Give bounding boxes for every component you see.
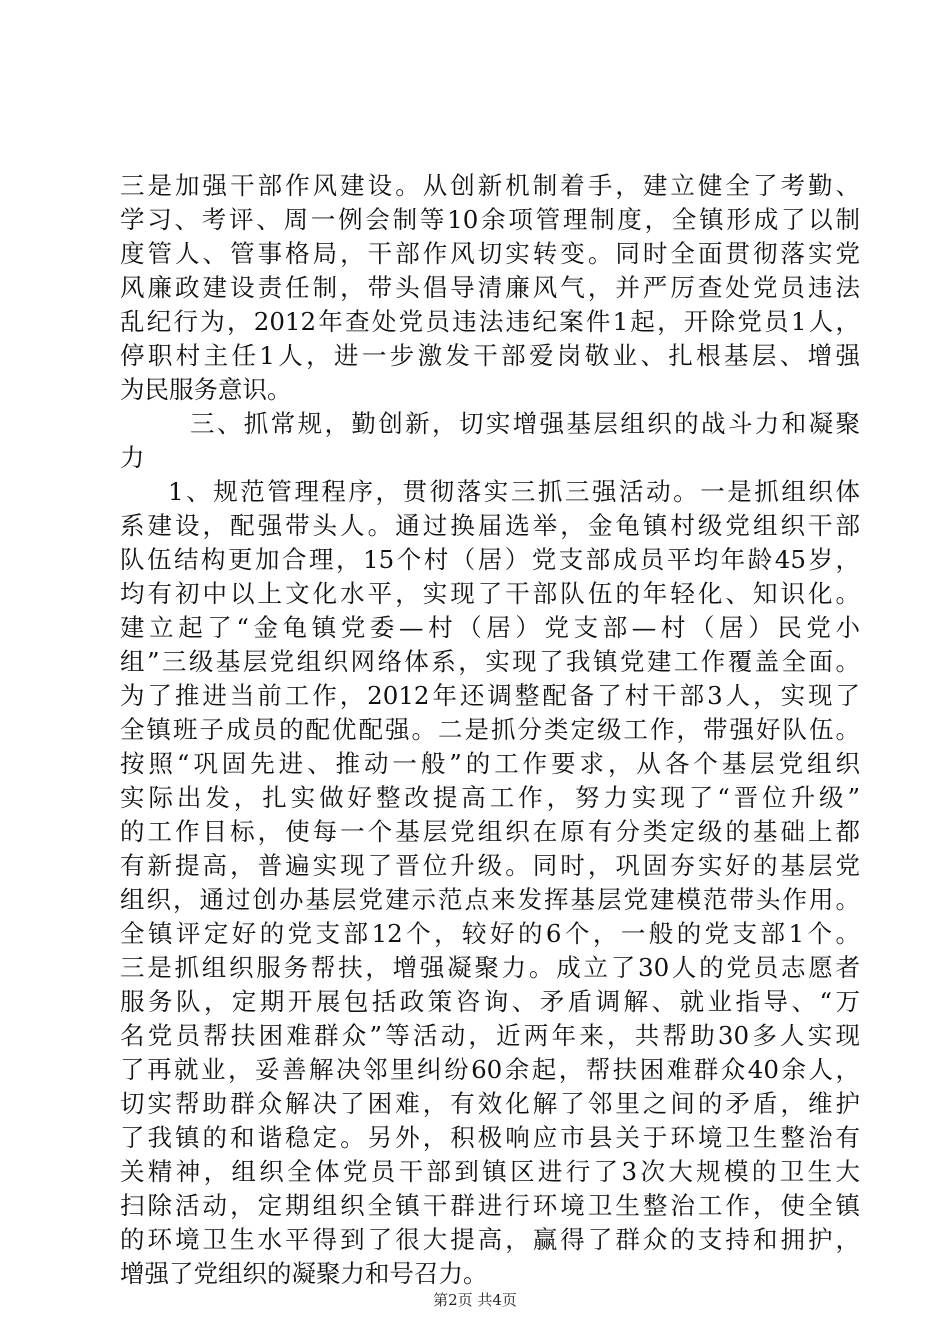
- section-heading-continuation: 力: [120, 443, 145, 472]
- text-line: 关精神，组织全体党员干部到镇区进行了3次大规模的卫生大: [120, 1157, 860, 1186]
- text-line: 三是抓组织服务帮扶，增强凝聚力。成立了30人的党员志愿者: [120, 953, 860, 982]
- text-line: 三是加强干部作风建设。从创新机制着手，建立健全了考勤、: [120, 171, 860, 200]
- text-line: 切实帮助群众解决了困难，有效化解了邻里之间的矛盾，维护: [120, 1089, 860, 1118]
- text-line: 度管人、管事格局，干部作风切实转变。同时全面贯彻落实党: [120, 239, 860, 268]
- text-line: 的工作目标，使每一个基层党组织在原有分类定级的基础上都: [120, 817, 860, 846]
- text-line: 为民服务意识。: [120, 375, 292, 404]
- section-heading: 三、抓常规，勤创新，切实增强基层组织的战斗力和凝聚: [190, 409, 860, 438]
- text-line: 停职村主任1人，进一步激发干部爱岗敬业、扎根基层、增强: [120, 341, 860, 370]
- text-line: 有新提高，普遍实现了晋位升级。同时，巩固夯实好的基层党: [120, 851, 860, 880]
- text-line: 实际出发，扎实做好整改提高工作，努力实现了“晋位升级”: [120, 783, 860, 812]
- text-line: 按照“巩固先进、推动一般”的工作要求，从各个基层党组织: [120, 749, 860, 778]
- text-line: 全镇班子成员的配优配强。二是抓分类定级工作，带强好队伍。: [120, 715, 860, 744]
- text-line: 全镇评定好的党支部12个，较好的6个，一般的党支部1个。: [120, 919, 860, 948]
- text-line: 风廉政建设责任制，带头倡导清廉风气，并严厉查处党员违法: [120, 273, 860, 302]
- text-line: 名党员帮扶困难群众”等活动，近两年来，共帮助30多人实现: [120, 1021, 860, 1050]
- text-line: 均有初中以上文化水平，实现了干部队伍的年轻化、知识化。: [120, 579, 860, 608]
- text-line: 系建设，配强带头人。通过换届选举，金龟镇村级党组织干部: [120, 511, 860, 540]
- text-line: 了再就业，妥善解决邻里纠纷60余起，帮扶困难群众40余人，: [120, 1055, 860, 1084]
- text-line: 扫除活动，定期组织全镇干群进行环境卫生整治工作，使全镇: [120, 1191, 860, 1220]
- text-line: 建立起了“金龟镇党委—村（居）党支部—村（居）民党小: [120, 613, 860, 642]
- text-line: 学习、考评、周一例会制等10余项管理制度，全镇形成了以制: [120, 205, 860, 234]
- subsection-heading: 1、规范管理程序，贯彻落实三抓三强活动。一是抓组织体: [168, 477, 860, 506]
- text-line: 为了推进当前工作，2012年还调整配备了村干部3人，实现了: [120, 681, 860, 710]
- text-line: 队伍结构更加合理，15个村（居）党支部成员平均年龄45岁，: [120, 545, 860, 574]
- text-line: 服务队，定期开展包括政策咨询、矛盾调解、就业指导、“万: [120, 987, 860, 1016]
- text-line: 乱纪行为，2012年查处党员违法违纪案件1起，开除党员1人，: [120, 307, 860, 336]
- text-line: 的环境卫生水平得到了很大提高，赢得了群众的支持和拥护，: [120, 1225, 860, 1254]
- text-line: 组织，通过创办基层党建示范点来发挥基层党建模范带头作用。: [120, 885, 860, 914]
- text-line: 组”三级基层党组织网络体系，实现了我镇党建工作覆盖全面。: [120, 647, 860, 676]
- text-line: 增强了党组织的凝聚力和号召力。: [120, 1259, 488, 1288]
- page-footer: 第2页 共4页: [433, 1291, 517, 1309]
- text-line: 了我镇的和谐稳定。另外，积极响应市县关于环境卫生整治有: [120, 1123, 860, 1152]
